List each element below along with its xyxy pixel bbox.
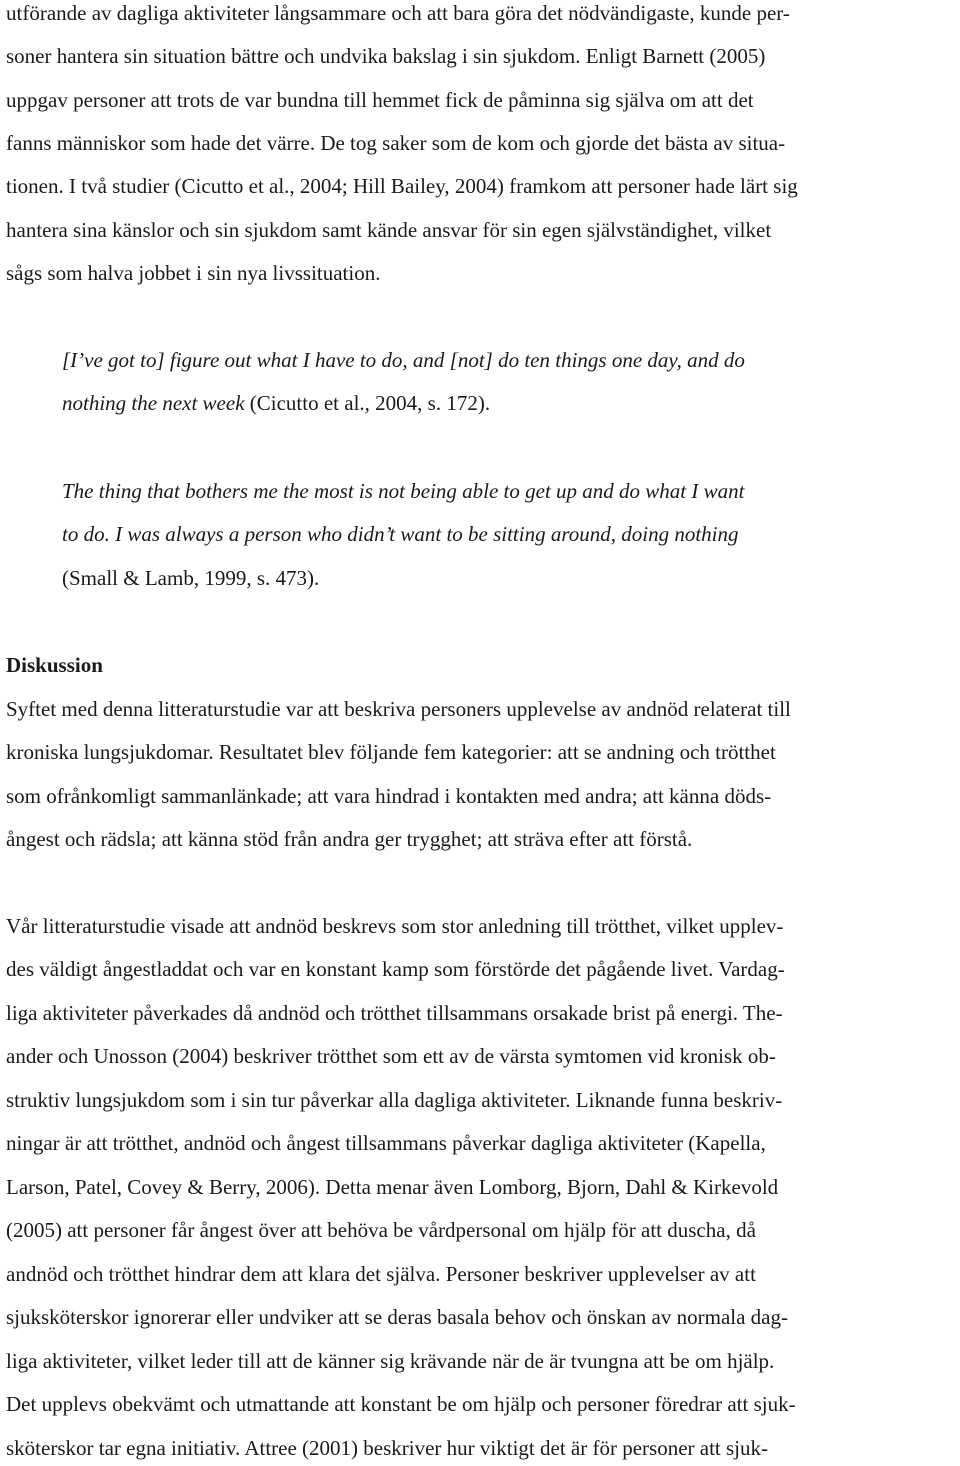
text-line: liga aktiviteter, vilket leder till att de känner sig krävande när de är tvungna att be om hjälp. [6,1349,775,1373]
text-line: des väldigt ångestladdat och var en konstant kamp som förstörde det pågående livet. Vardag- [6,957,785,981]
quote-line: The thing that bothers me the most is not being able to get up and do what I want [62,479,745,503]
text-line: sköterskor tar egna initiativ. Attree (2001) beskriver hur viktigt det är för personer att sjuk- [6,1436,768,1460]
text-line: utförande av dagliga aktiviteter långsammare och att bara göra det nödvändigaste, kunde per- [6,1,790,25]
text-line: som ofrånkomligt sammanlänkade; att vara hindrad i kontakten med andra; att känna döds- [6,784,772,808]
text-line: uppgav personer att trots de var bundna till hemmet fick de påminna sig själva om att det [6,88,754,112]
quote-citation: (Cicutto et al., 2004, s. 172). [244,391,491,415]
text-line: Det upplevs obekvämt och utmattande att konstant be om hjälp och personer föredrar att sjuk- [6,1392,796,1416]
text-line: Vår litteraturstudie visade att andnöd beskrevs som stor anledning till trötthet, vilket upplev- [6,914,784,938]
section-heading: Diskussion [6,653,103,677]
quote-line: [I’ve got to] figure out what I have to do, and [not] do ten things one day, and do [62,348,745,372]
text-line: liga aktiviteter påverkades då andnöd och trötthet tillsammans orsakade brist på energi. The- [6,1001,783,1025]
text-line: hantera sina känslor och sin sjukdom samt kände ansvar för sin egen självständighet, vilket [6,218,772,242]
text-line: (2005) att personer får ångest över att behöva be vårdpersonal om hjälp för att duscha, då [6,1218,756,1242]
text-line: sågs som halva jobbet i sin nya livssituation. [6,261,381,285]
text-line: ander och Unosson (2004) beskriver trötthet som ett av de värsta symtomen vid kronisk ob- [6,1044,776,1068]
text-line: fanns människor som hade det värre. De tog saker som de kom och gjorde det bästa av situa- [6,131,786,155]
text-line: kroniska lungsjukdomar. Resultatet blev följande fem kategorier: att se andning och trötthet [6,740,776,764]
quote-citation: (Small & Lamb, 1999, s. 473). [62,566,320,590]
quote-text: nothing the next week [62,391,245,415]
text-line: ångest och rädsla; att känna stöd från andra ger trygghet; att sträva efter att förstå. [6,827,693,851]
text-line: Syftet med denna litteraturstudie var att beskriva personers upplevelse av andnöd relaterat till [6,697,791,721]
text-line: tionen. I två studier (Cicutto et al., 2004; Hill Bailey, 2004) framkom att personer hade lärt sig [6,174,798,198]
text-line: sjuksköterskor ignorerar eller undviker att se deras basala behov och önskan av normala dag- [6,1305,788,1329]
text-line: Larson, Patel, Covey & Berry, 2006). Detta menar även Lomborg, Bjorn, Dahl & Kirkevold [6,1175,779,1199]
quote-line: to do. I was always a person who didn’t want to be sitting around, doing nothing [62,522,739,546]
text-line: struktiv lungsjukdom som i sin tur påverkar alla dagliga aktiviteter. Liknande funna beskriv- [6,1088,783,1112]
text-line: andnöd och trötthet hindrar dem att klara det själva. Personer beskriver upplevelser av att [6,1262,756,1286]
text-line: ningar är att trötthet, andnöd och ångest tillsammans påverkar dagliga aktiviteter (Kapella, [6,1131,766,1155]
text-line: soner hantera sin situation bättre och undvika bakslag i sin sjukdom. Enligt Barnett (2005) [6,44,766,68]
quote-line [62,390,490,416]
